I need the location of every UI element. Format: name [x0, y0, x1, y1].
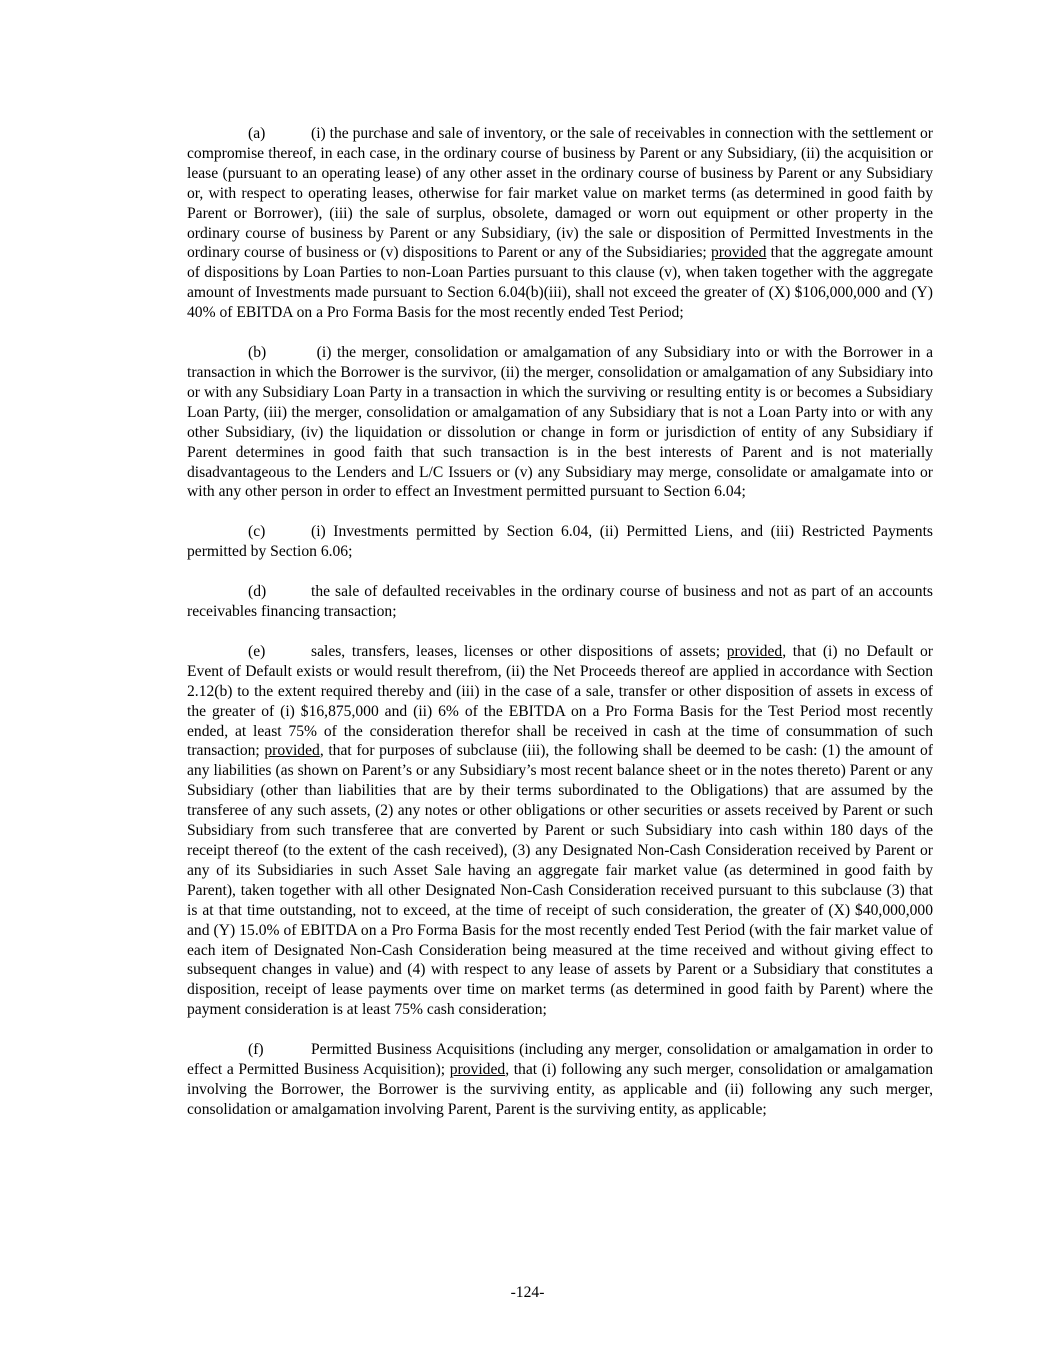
clause-text: that the aggregate amount of dispositions by Loan Parties to non-Loan Parties pursuant to this clause (v), when taken together with the aggregate amount of Investments made pursuant to Section 6.04(b)(iii), shall not exceed the greater of (X) $106,000,000 and (Y) 40% of EBITDA on a Pro Forma Basis for the most recently ended Test Period;	[187, 244, 934, 322]
clause-label: (b)	[248, 344, 267, 362]
provided-term: provided	[710, 244, 767, 262]
clause-text: (i) the merger, consolidation or amalgamation of any Subsidiary into or with the Borrower in a transaction in which the Borrower is the survivor, (ii) the merger, consolidation or amalgamation of any Subsidiary into or with any Subsidiary Loan Party in a transaction in which the surviving or resulting entity is or becomes a Subsidiary Loan Party, (iii) the merger, consolidation or amalgamation of any Subsidiary that is not a Loan Party into or with any other Subsidiary, (iv) the liquidation or dissolution or change in form or jurisdiction of entity of any Subsidiary if Parent determines in good faith that such transaction is in the best interests of Parent and is not materially disadvantageous to the Lenders and L/C Issuers or (v) any Subsidiary may merge, consolidate or amalgamate into or with any other person in order to effect an Investment permitted pursuant to Section 6.04;	[187, 344, 933, 501]
clause-text: Permitted Business Acquisitions (including any merger, consolidation or amalgamation in order to effect a Permitted Business Acquisition);	[187, 1041, 933, 1079]
clause-e	[187, 642, 933, 1020]
provided-term: provided	[726, 642, 783, 660]
document-body	[187, 124, 933, 1140]
clause-text: (i) Investments permitted by Section 6.04, (ii) Permitted Liens, and (iii) Restricted Payments permitted by Section 6.06;	[187, 523, 933, 561]
clause-text: , that (i) no Default or Event of Default exists or would result therefrom, (ii) the Net Proceeds thereof are applied in accordance with Section 2.12(b) to the extent required thereby and (iii) in the case of a sale, transfer or other disposition of assets in excess of the greater of (i) $16,875,000 and (ii) 6% of the EBITDA on a Pro Forma Basis for the Test Period most recently ended, at least 75% of the consideration therefor shall be received in cash at the time of consummation of such transaction;	[187, 642, 933, 760]
clause-c	[187, 522, 933, 562]
provided-term: provided	[449, 1061, 506, 1079]
clause-b	[187, 343, 933, 502]
clause-text: sales, transfers, leases, licenses or other dispositions of assets;	[311, 642, 727, 660]
clause-label: (f)	[248, 1041, 264, 1059]
clause-text: the sale of defaulted receivables in the ordinary course of business and not as part of an accounts receivables financing transaction;	[187, 583, 933, 621]
clause-label: (a)	[248, 125, 266, 142]
clause-text: , that (i) following any such merger, consolidation or amalgamation involving the Borrower, the Borrower is the surviving entity, as applicable and (ii) following any such merger, consolidation or amalgamation involving Parent, Parent is the surviving entity, as applicable;	[187, 1061, 933, 1118]
provided-term: provided	[264, 742, 320, 760]
clause-text: (i) the purchase and sale of inventory, or the sale of receivables in connection with the settlement or compromise thereof, in each case, in the ordinary course of business by Parent or any Subsidiary, (ii) the acquisition or lease (pursuant to an operating lease) of any other asset in the ordinary course of business by Parent or any Subsidiary or, with respect to operating leases, otherwise for fair market value on market terms (as determined in good faith by Parent or Borrower), (iii) the sale of surplus, obsolete, damaged or worn out equipment or other property in the ordinary course of business by Parent or any Subsidiary, (iv) the sale or disposition of Permitted Investments in the ordinary course of business or (v) dispositions to Parent or any of the Subsidiaries;	[187, 125, 933, 262]
clause-label: (d)	[248, 583, 267, 601]
clause-text: , that for purposes of subclause (iii), the following shall be deemed to be cash: (1) the amount of any liabilities (as shown on Parent’s or any Subsidiary’s most recent balance sheet or in the notes thereto) Parent or any Subsidiary (other than liabilities that are by their terms subordinated to the Obligations) that are assumed by the transferee of any such assets, (2) any notes or other obligations or other securities or assets received by Parent or such Subsidiary from such transferee that are converted by Parent or such Subsidiary into cash within 180 days of the receipt thereof (to the extent of the cash received), (3) any Designated Non-Cash Consideration received by Parent or any of its Subsidiaries in such Asset Sale having an aggregate fair market value (as determined in good faith by Parent), taken together with all other Designated Non-Cash Consideration received pursuant to this subclause (3) that is at that time outstanding, not to exceed, at the time of receipt of such consideration, the greater of (X) $40,000,000 and (Y) 15.0% of EBITDA on a Pro Forma Basis for the most recently ended Test Period (with the fair market value of each item of Designated Non-Cash Consideration being measured at the time received and without giving effect to subsequent changes in value) and (4) with respect to any lease of assets by Parent or a Subsidiary that constitutes a disposition, receipt of lease payments over time on market terms (as determined in good faith by Parent) where the payment consideration is at least 75% cash consideration;	[187, 742, 933, 1019]
clause-label: (c)	[248, 523, 266, 541]
page-number: -124-	[510, 1284, 545, 1301]
clause-f	[187, 1040, 933, 1120]
clause-a	[187, 124, 933, 323]
clause-d	[187, 582, 933, 622]
clause-label: (e)	[248, 642, 266, 660]
